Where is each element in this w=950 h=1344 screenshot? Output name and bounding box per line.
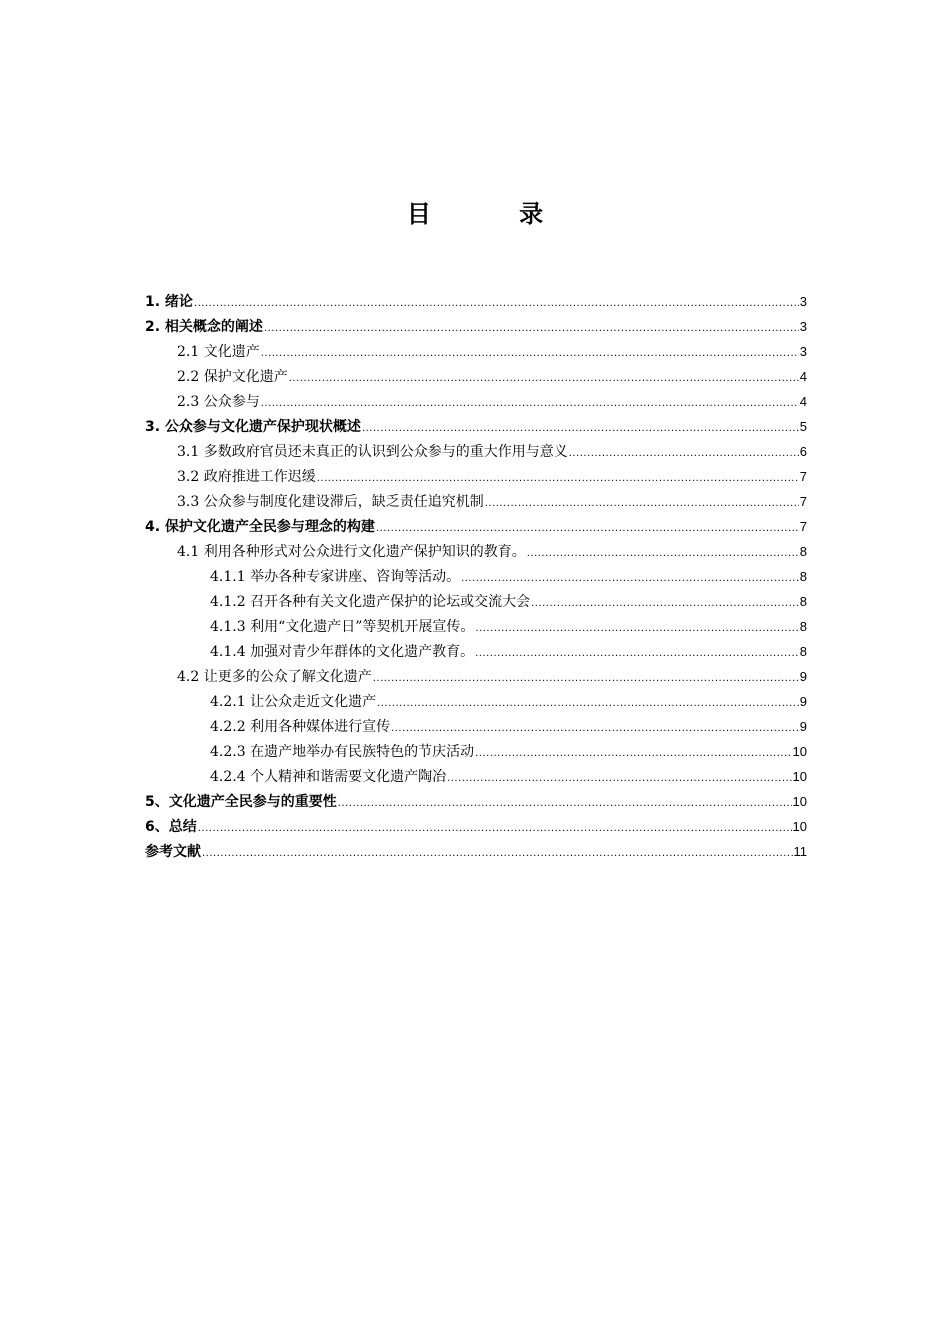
toc-entry-label: 2.2 保护文化遗产 [177, 369, 288, 385]
toc-entry-page-number: 4 [799, 369, 807, 384]
toc-entry-label: 3.3 公众参与制度化建设滞后，缺乏责任追究机制 [177, 494, 484, 510]
toc-dot-leader [373, 666, 799, 691]
toc-entry-label: 4.1 利用各种形式对公众进行文化遗产保护知识的教育。 [177, 544, 526, 560]
toc-entry-label: 参考文献 [145, 844, 201, 860]
toc-dot-leader [485, 491, 799, 516]
toc-entry-page-number: 9 [799, 719, 807, 734]
toc-dot-leader [461, 566, 799, 591]
toc-dot-leader [194, 291, 799, 316]
toc-entry[interactable] [145, 414, 807, 439]
toc-entry[interactable] [145, 664, 807, 689]
toc-entry[interactable] [145, 489, 807, 514]
toc-entry[interactable] [145, 814, 807, 839]
toc-entry-page-number: 10 [792, 794, 807, 809]
toc-dot-leader [475, 741, 791, 766]
toc-entry-label: 2.1 文化遗产 [177, 344, 260, 360]
toc-dot-leader [475, 641, 799, 666]
toc-entry-label: 3. 公众参与文化遗产保护现状概述 [145, 419, 361, 435]
toc-dot-leader [317, 466, 799, 491]
toc-entry[interactable] [145, 689, 807, 714]
toc-dot-leader [527, 541, 799, 566]
toc-entry[interactable] [145, 614, 807, 639]
toc-dot-leader [264, 316, 799, 341]
toc-entry-label: 4.1.4 加强对青少年群体的文化遗产教育。 [210, 644, 475, 660]
toc-entry[interactable] [145, 339, 807, 364]
toc-entry-page-number: 7 [799, 519, 807, 534]
toc-entry[interactable] [145, 714, 807, 739]
toc-entry-page-number: 8 [799, 594, 807, 609]
table-of-contents [145, 289, 807, 864]
toc-entry-label: 4. 保护文化遗产全民参与理念的构建 [145, 519, 375, 535]
toc-entry-page-number: 8 [799, 619, 807, 634]
toc-entry[interactable] [145, 639, 807, 664]
toc-entry[interactable] [145, 789, 807, 814]
toc-entry-page-number: 10 [792, 769, 807, 784]
toc-dot-leader [338, 791, 792, 816]
toc-entry-label: 2. 相关概念的阐述 [145, 319, 263, 335]
toc-entry-label: 4.1.3 利用“文化遗产日”等契机开展宣传。 [210, 619, 475, 635]
toc-entry-label: 1. 绪论 [145, 294, 193, 310]
toc-entry-label: 2.3 公众参与 [177, 394, 260, 410]
toc-entry-page-number: 7 [799, 469, 807, 484]
toc-entry-label: 3.2 政府推进工作迟缓 [177, 469, 316, 485]
toc-dot-leader [289, 366, 799, 391]
toc-entry-page-number: 3 [799, 319, 807, 334]
toc-entry-label: 3.1 多数政府官员还未真正的认识到公众参与的重大作用与意义 [177, 444, 568, 460]
toc-entry[interactable] [145, 564, 807, 589]
toc-entry-page-number: 3 [799, 344, 807, 359]
toc-entry-page-number: 4 [799, 394, 807, 409]
toc-entry-label: 4.2 让更多的公众了解文化遗产 [177, 669, 372, 685]
toc-entry-page-number: 9 [799, 694, 807, 709]
toc-entry-label: 4.2.1 让公众走近文化遗产 [210, 694, 377, 710]
toc-dot-leader [198, 816, 792, 841]
toc-entry-page-number: 8 [799, 644, 807, 659]
toc-entry-page-number: 10 [792, 819, 807, 834]
toc-dot-leader [261, 341, 799, 366]
toc-dot-leader [569, 441, 799, 466]
toc-entry-page-number: 8 [799, 569, 807, 584]
toc-entry[interactable] [145, 589, 807, 614]
toc-dot-leader [202, 841, 793, 866]
toc-entry[interactable] [145, 389, 807, 414]
toc-entry-label: 4.1.2 召开各种有关文化遗产保护的论坛或交流大会 [210, 594, 531, 610]
toc-entry[interactable] [145, 464, 807, 489]
toc-entry[interactable] [145, 514, 807, 539]
toc-entry-page-number: 3 [799, 294, 807, 309]
toc-entry[interactable] [145, 364, 807, 389]
toc-entry-page-number: 7 [799, 494, 807, 509]
toc-entry-label: 4.1.1 举办各种专家讲座、咨询等活动。 [210, 569, 461, 585]
toc-entry[interactable] [145, 839, 807, 864]
toc-entry[interactable] [145, 314, 807, 339]
toc-entry[interactable] [145, 764, 807, 789]
toc-entry[interactable] [145, 739, 807, 764]
toc-entry[interactable] [145, 289, 807, 314]
toc-dot-leader [376, 516, 799, 541]
toc-entry-page-number: 5 [799, 419, 807, 434]
toc-entry[interactable] [145, 439, 807, 464]
toc-dot-leader [261, 391, 799, 416]
toc-entry-page-number: 10 [792, 744, 807, 759]
toc-dot-leader [391, 716, 799, 741]
toc-dot-leader [362, 416, 799, 441]
toc-entry-label: 6、总结 [145, 819, 197, 835]
toc-entry-page-number: 11 [793, 844, 807, 859]
toc-entry[interactable] [145, 539, 807, 564]
toc-entry-label: 4.2.3 在遗产地举办有民族特色的节庆活动 [210, 744, 475, 760]
toc-entry-page-number: 6 [799, 444, 807, 459]
toc-entry-page-number: 9 [799, 669, 807, 684]
toc-dot-leader [531, 591, 799, 616]
toc-entry-page-number: 8 [799, 544, 807, 559]
toc-title: 目 录 [406, 200, 584, 228]
toc-dot-leader [377, 691, 799, 716]
toc-entry-label: 4.2.2 利用各种媒体进行宣传 [210, 719, 391, 735]
toc-dot-leader [475, 616, 798, 641]
toc-entry-label: 4.2.4 个人精神和谐需要文化遗产陶冶 [210, 769, 447, 785]
toc-dot-leader [447, 766, 791, 791]
toc-entry-label: 5、文化遗产全民参与的重要性 [145, 794, 337, 810]
